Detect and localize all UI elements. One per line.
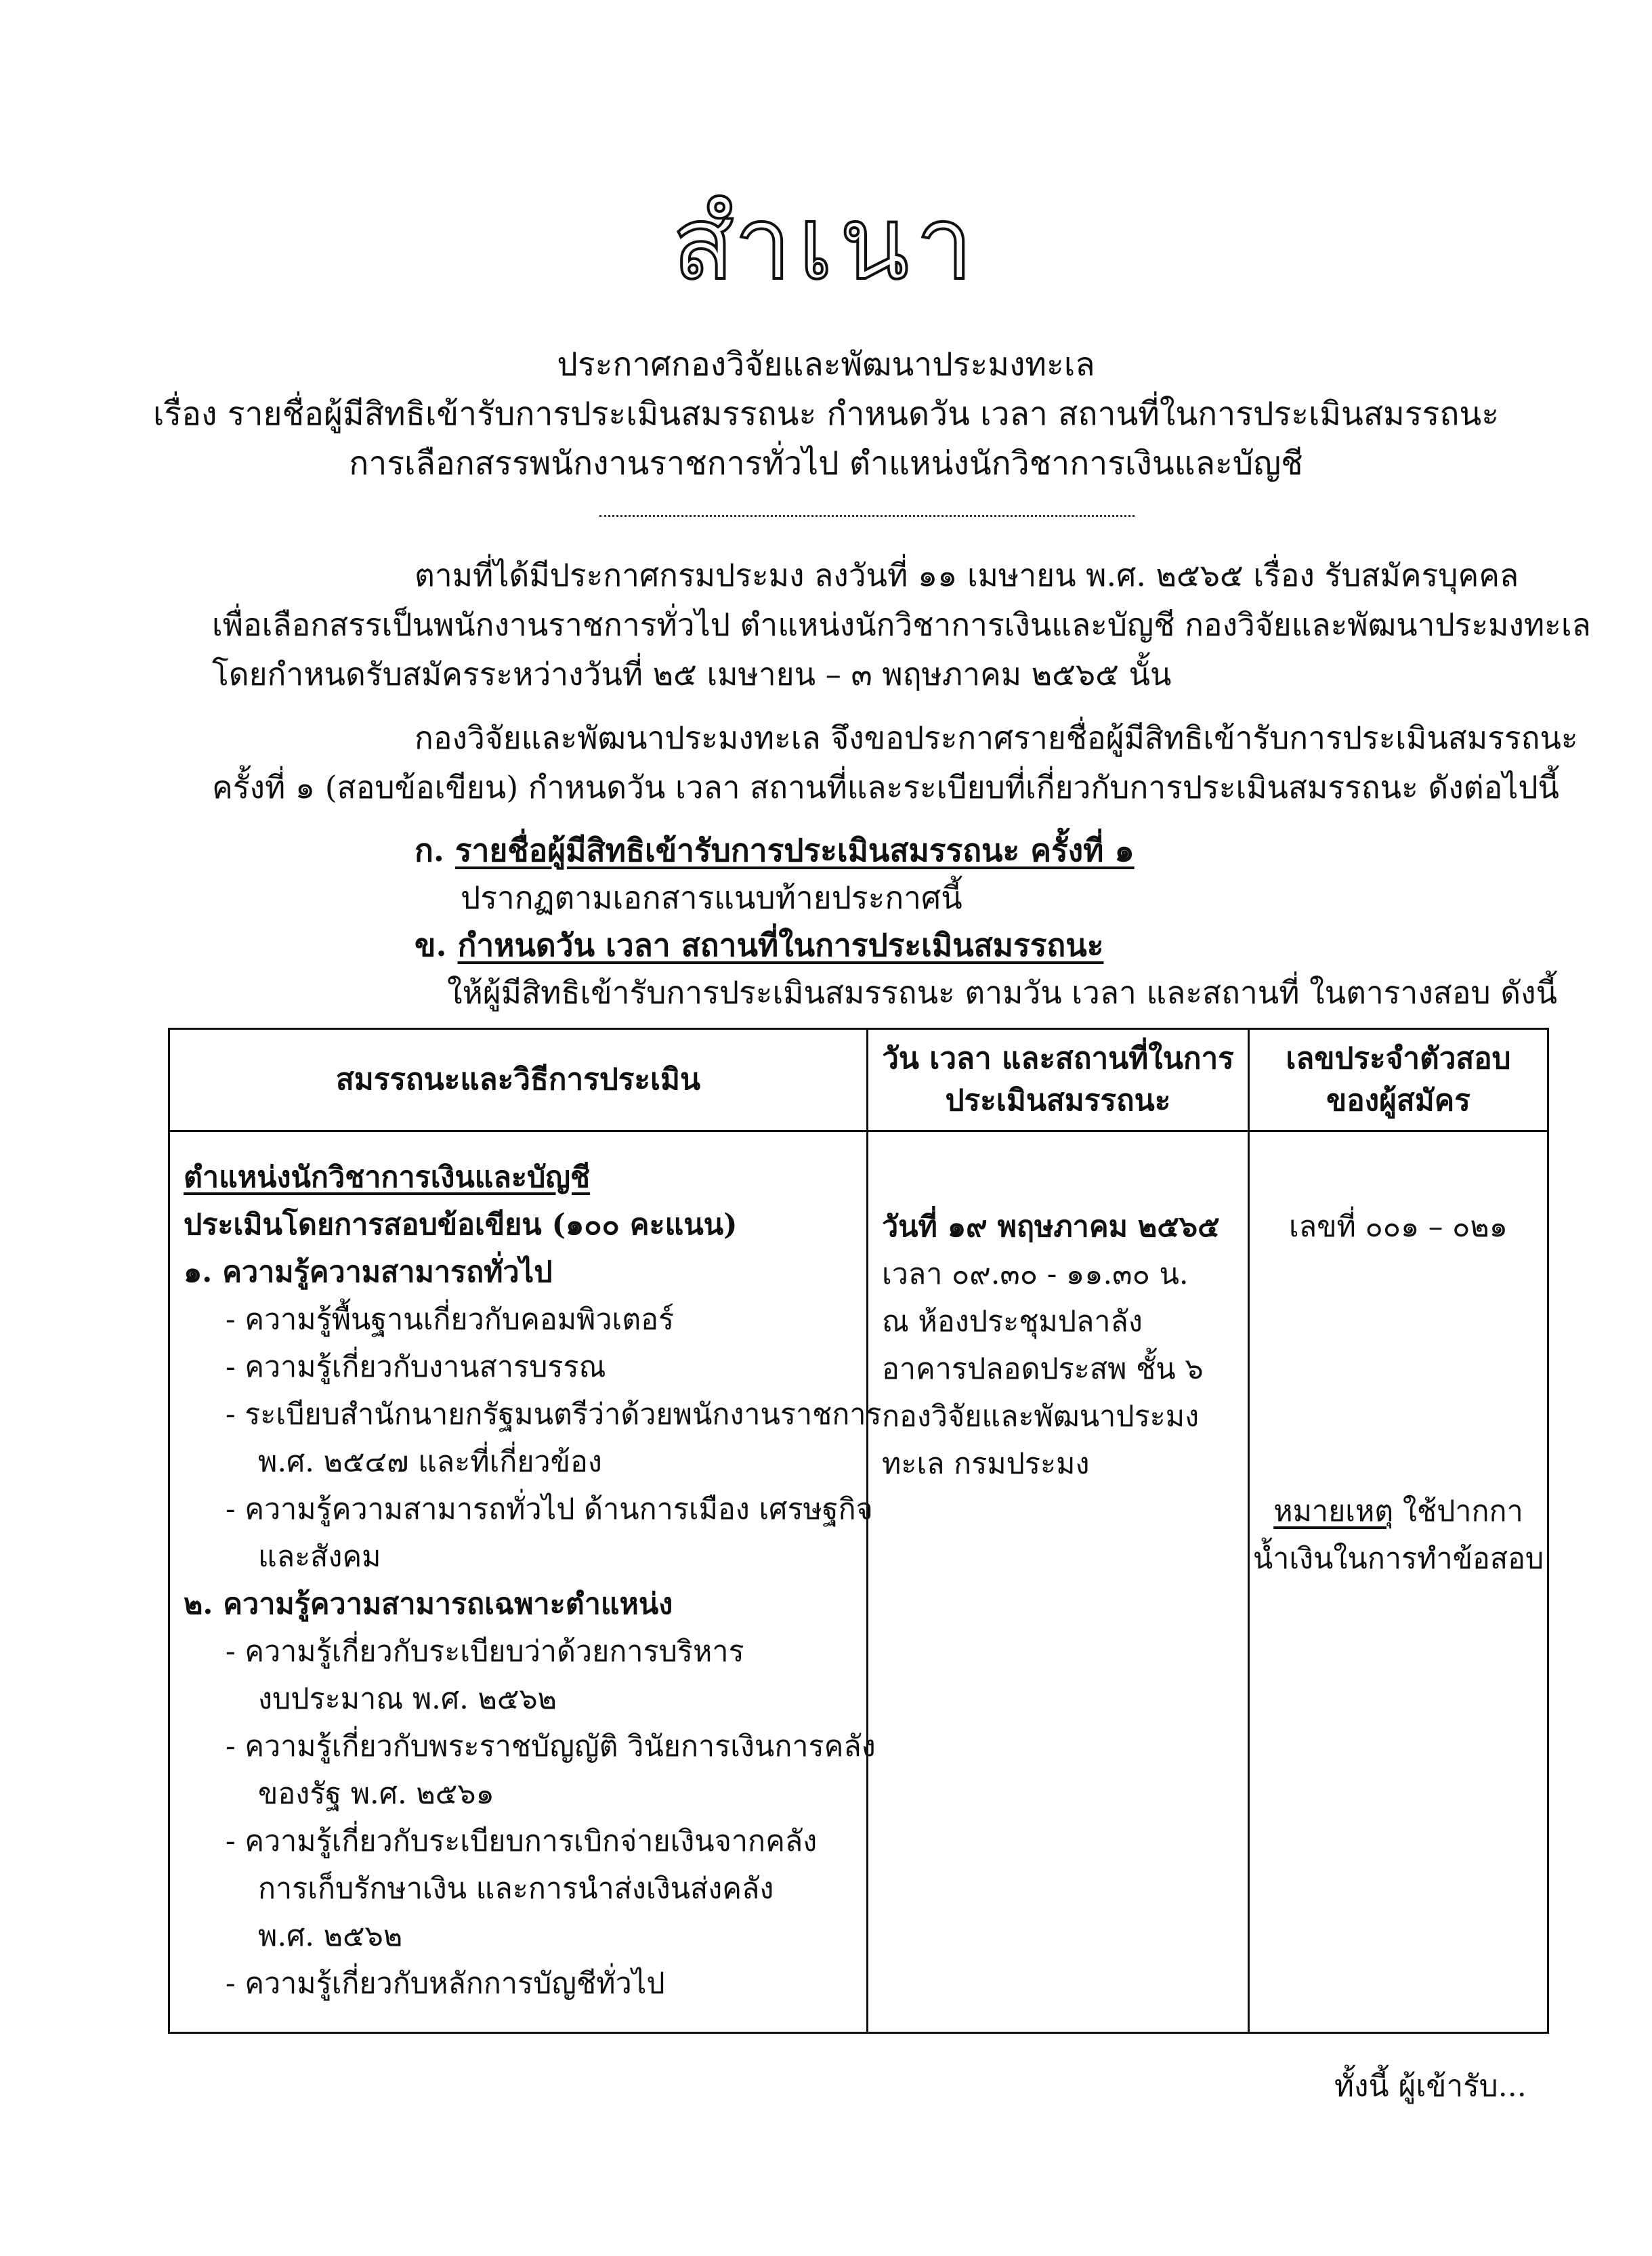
list-item: - ความรู้พื้นฐานเกี่ยวกับคอมพิวเตอร์ (226, 1303, 675, 1337)
list-item: - ความรู้เกี่ยวกับหลักการบัญชีทั่วไป (226, 1967, 665, 2001)
announcement-issuer: ประกาศกองวิจัยและพัฒนาประมงทะเล (557, 346, 1095, 383)
exam-place-line4: ทะเล กรมประมง (882, 1447, 1090, 1481)
header-exam-id-line2: ของผู้สมัคร (1326, 1083, 1470, 1118)
exam-schedule-table (168, 1028, 1549, 2034)
section-a-heading (415, 827, 1135, 873)
list-item: - ระเบียบสำนักนายกรัฐมนตรีว่าด้วยพนักงานราชการ (226, 1398, 882, 1432)
paragraph1-line2: เพื่อเลือกสรรเป็นพนักงานราชการทั่วไป ตำแหน่งนักวิชาการเงินและบัญชี กองวิจัยและพัฒนาประมงทะเล (212, 606, 1591, 643)
announcement-subject: เรื่อง รายชื่อผู้มีสิทธิเข้ารับการประเมินสมรรถนะ กำหนดวัน เวลา สถานที่ในการประเมินสมรรถนะ (152, 395, 1499, 433)
header-competency (169, 1029, 868, 1131)
spacer (1250, 1251, 1547, 1488)
continuation-note: ทั้งนี้ ผู้เข้ารับ... (1334, 2069, 1527, 2104)
position-title: ตำแหน่งนักวิชาการเงินและบัญชี (184, 1161, 591, 1194)
list-item: - ความรู้เกี่ยวกับระเบียบการเบิกจ่ายเงินจากคลัง (226, 1824, 818, 1858)
dotted-divider (599, 515, 1135, 517)
section-a-marker: ก. (415, 832, 444, 869)
list-item-cont: พ.ศ. ๒๕๖๒ (258, 1919, 403, 1953)
remark-line1 (1250, 1488, 1547, 1535)
announcement-subject-cont: การเลือกสรรพนักงานราชการทั่วไป ตำแหน่งนักวิชาการเงินและบัญชี (349, 444, 1303, 482)
exam-time: เวลา ๐๙.๓๐ - ๑๑.๓๐ น. (882, 1257, 1189, 1291)
exam-place-line2: อาคารปลอดประสพ ชั้น ๖ (882, 1352, 1204, 1386)
list-item: - ความรู้เกี่ยวกับพระราชบัญญัติ วินัยการเงินการคลัง (226, 1730, 876, 1763)
list-item: - ความรู้ความสามารถทั่วไป ด้านการเมือง เศรษฐกิจ (226, 1492, 873, 1526)
list-item: - ความรู้เกี่ยวกับระเบียบว่าด้วยการบริหาร (226, 1635, 744, 1669)
paragraph1-line3: โดยกำหนดรับสมัครระหว่างวันที่ ๒๕ เมษายน – ๓ พฤษภาคม ๒๕๖๕ นั้น (212, 656, 1172, 692)
section-a-body: ปรากฏตามเอกสารแนบท้ายประกาศนี้ (461, 879, 962, 916)
paragraph1-line1: ตามที่ได้มีประกาศกรมประมง ลงวันที่ ๑๑ เมษายน พ.ศ. ๒๕๖๕ เรื่อง รับสมัครบุคคล (415, 557, 1519, 593)
remark-line2: น้ำเงินในการทำข้อสอบ (1252, 1542, 1544, 1576)
group1-title: ๑. ความรู้ความสามารถทั่วไป (184, 1255, 553, 1289)
remark-text: ใช้ปากกา (1393, 1495, 1523, 1528)
competency-cell (169, 1131, 882, 2033)
header-exam-id (1249, 1029, 1548, 1131)
exam-place-line3: กองวิจัยและพัฒนาประมง (882, 1400, 1200, 1434)
section-b-heading (415, 922, 1103, 968)
assessment-method: ประเมินโดยการสอบข้อเขียน (๑๐๐ คะแนน) (184, 1208, 738, 1242)
list-item-cont: การเก็บรักษาเงิน และการนำส่งเงินส่งคลัง (258, 1872, 774, 1906)
list-item: - ความรู้เกี่ยวกับงานสารบรรณ (226, 1350, 606, 1384)
schedule-cell (868, 1131, 1249, 2033)
header-exam-id-line1: เลขประจำตัวสอบ (1286, 1041, 1511, 1076)
section-b-body: ให้ผู้มีสิทธิเข้ารับการประเมินสมรรถนะ ตามวัน เวลา และสถานที่ ในตารางสอบ ดังนี้ (447, 974, 1558, 1011)
list-item-cont: งบประมาณ พ.ศ. ๒๕๖๒ (258, 1682, 557, 1716)
header-schedule-line2: ประเมินสมรรถนะ (945, 1083, 1171, 1118)
section-b-marker: ข. (415, 927, 447, 963)
list-item-cont: พ.ศ. ๒๕๔๗ และที่เกี่ยวข้อง (258, 1445, 602, 1479)
exam-place-line1: ณ ห้องประชุมปลาลัง (882, 1305, 1143, 1339)
exam-id-cell (1249, 1131, 1548, 2033)
header-schedule-line1: วัน เวลา และสถานที่ในการ (882, 1041, 1234, 1076)
group2-title: ๒. ความรู้ความสามารถเฉพาะตำแหน่ง (184, 1587, 673, 1621)
section-a-title: รายชื่อผู้มีสิทธิเข้ารับการประเมินสมรรถนะ ครั้งที่ ๑ (454, 832, 1135, 869)
list-item-cont: และสังคม (258, 1540, 381, 1574)
paragraph2-line1: กองวิจัยและพัฒนาประมงทะเล จึงขอประกาศรายชื่อผู้มีสิทธิเข้ารับการประเมินสมรรถนะ (415, 719, 1578, 756)
list-item-cont: ของรัฐ พ.ศ. ๒๕๖๑ (258, 1777, 494, 1811)
paragraph2-line2: ครั้งที่ ๑ (สอบข้อเขียน) กำหนดวัน เวลา สถานที่และระเบียบที่เกี่ยวกับการประเมินสมรรถนะ ดังต่อไปนี้ (212, 769, 1560, 806)
remark-label: หมายเหตุ (1273, 1495, 1394, 1528)
header-competency-label: สมรรถนะและวิธีการประเมิน (335, 1062, 701, 1097)
copy-stamp: สำเนา (672, 185, 980, 303)
exam-date: วันที่ ๑๙ พฤษภาคม ๒๕๖๕ (882, 1210, 1220, 1244)
exam-id-range: เลขที่ ๐๐๑ – ๐๒๑ (1289, 1210, 1508, 1244)
section-b-title: กำหนดวัน เวลา สถานที่ในการประเมินสมรรถนะ (457, 927, 1104, 963)
header-schedule (868, 1029, 1249, 1131)
